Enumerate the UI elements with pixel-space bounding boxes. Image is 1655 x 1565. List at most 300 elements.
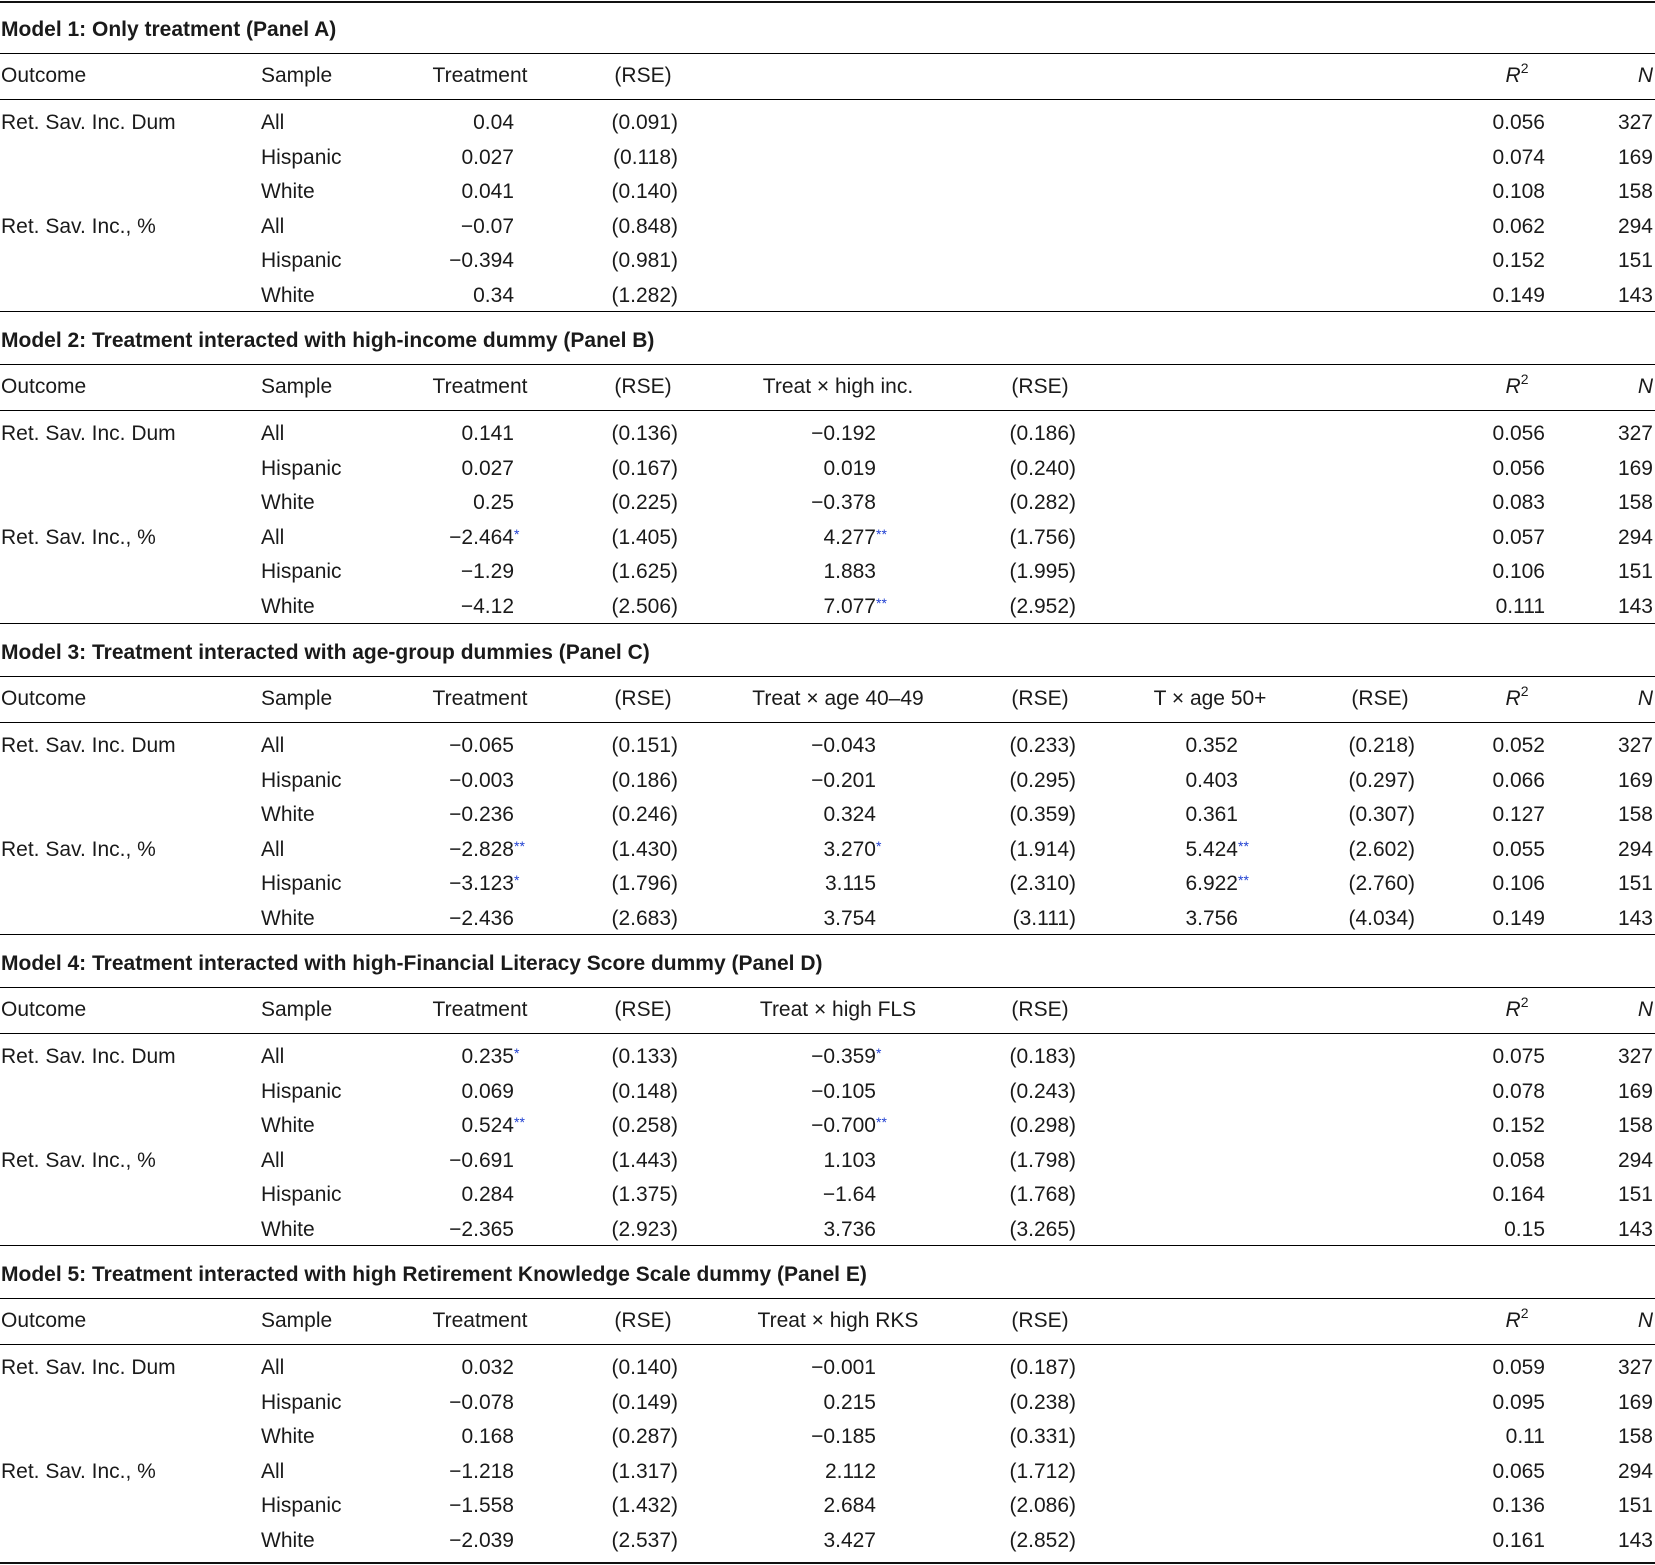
row-outcome: Ret. Sav. Inc. Dum (1, 111, 176, 134)
rse-value (611, 1182, 678, 1208)
rse-value (1009, 594, 1076, 620)
coef-value (449, 1390, 514, 1416)
row-sample: All (261, 837, 285, 861)
coef-value (449, 1493, 514, 1519)
row-n: 169 (1617, 768, 1653, 792)
coef-value: 0.524 ** (461, 1114, 525, 1137)
coef-value (823, 456, 876, 482)
value-text: −1.218 (449, 1459, 514, 1483)
rse-value (611, 1113, 678, 1139)
value-text: 6.922 (1185, 872, 1238, 895)
row-outcome: Ret. Sav. Inc. Dum (1, 734, 176, 757)
value-text: (0.140) (611, 1356, 678, 1379)
rse-value (1013, 906, 1076, 932)
col-header-coef: Treat × age 40–49 (752, 687, 924, 710)
rse-value (1009, 1459, 1076, 1485)
row-n: 169 (1617, 145, 1653, 169)
coef-value: 0.235 * (461, 1045, 520, 1068)
row-sample: Hispanic (261, 1183, 342, 1206)
coef-value (823, 1217, 876, 1243)
value-text: (0.151) (611, 734, 678, 757)
value-text: 0.019 (823, 456, 876, 480)
row-n: 169 (1617, 1079, 1653, 1103)
panel-title-rule (0, 676, 1655, 677)
row-sample: White (261, 1114, 315, 1137)
row-n: 294 (1617, 525, 1653, 549)
rse-value (611, 1044, 678, 1070)
value-text: 0.352 (1185, 734, 1238, 757)
value-text: 3.754 (823, 906, 876, 930)
row-outcome: Ret. Sav. Inc. Dum (1, 1045, 176, 1068)
row-r2: 0.136 (1492, 1494, 1545, 1517)
value-text: (1.796) (611, 872, 678, 895)
col-header-outcome: Outcome (1, 375, 87, 398)
value-text: −0.065 (449, 734, 514, 757)
row-r2: 0.095 (1492, 1390, 1545, 1414)
row-r2: 0.062 (1492, 214, 1545, 238)
value-text: (2.310) (1009, 872, 1076, 895)
value-text: 0.04 (473, 111, 514, 134)
col-header-rse: (RSE) (614, 64, 672, 87)
value-text: 0.403 (1185, 768, 1238, 792)
value-text: −3.123 (449, 872, 514, 895)
rse-value (1009, 1148, 1076, 1174)
value-text: 0.041 (461, 180, 514, 203)
value-text: −2.828 (449, 837, 514, 861)
value-text: 0.141 (461, 422, 514, 445)
row-r2: 0.106 (1492, 872, 1545, 895)
coef-value (449, 1528, 514, 1554)
col-header-outcome: Outcome (1, 1309, 87, 1332)
value-text: −0.236 (449, 803, 514, 826)
value-text: 0.524 (461, 1114, 514, 1137)
row-n: 327 (1617, 111, 1653, 134)
value-text: (0.981) (611, 249, 678, 272)
rse-value (1009, 768, 1076, 794)
value-text: (2.506) (611, 594, 678, 618)
panel-separator-rule (0, 934, 1655, 935)
col-header-r2: $R^2$ (1505, 994, 1529, 1021)
value-text: (1.914) (1009, 837, 1076, 861)
value-text: 3.115 (825, 872, 876, 895)
rse-value (611, 559, 678, 585)
rse-value (1009, 1217, 1076, 1243)
row-sample: All (261, 214, 285, 238)
row-r2: 0.075 (1492, 1045, 1545, 1068)
value-text: −0.378 (811, 491, 876, 514)
value-text: 0.361 (1185, 803, 1238, 826)
value-text: (4.034) (1348, 906, 1415, 930)
row-sample: White (261, 180, 315, 203)
coef-value: −2.828 ** (449, 837, 525, 861)
header-rule (0, 99, 1655, 100)
row-outcome: Ret. Sav. Inc. Dum (1, 422, 176, 445)
value-text: (1.712) (1009, 1459, 1076, 1483)
value-text: 5.424 (1185, 837, 1238, 861)
col-header-rse: (RSE) (1011, 687, 1069, 710)
value-text: (0.243) (1009, 1079, 1076, 1103)
rse-value (611, 214, 678, 240)
coef-value (823, 1493, 876, 1519)
value-text: (1.995) (1009, 560, 1076, 583)
value-text: (0.238) (1009, 1390, 1076, 1414)
row-r2: 0.059 (1492, 1356, 1545, 1379)
rse-value (611, 1148, 678, 1174)
value-text: (1.317) (611, 1459, 678, 1483)
coef-value (461, 559, 514, 585)
value-text: 0.168 (461, 1425, 514, 1448)
coef-value (461, 145, 514, 171)
row-n: 143 (1617, 906, 1653, 930)
panel-title: Model 3: Treatment interacted with age-group dummies (Panel C) (1, 641, 650, 664)
value-text: (1.625) (611, 560, 678, 583)
row-sample: All (261, 1356, 285, 1379)
panel-title-rule (0, 53, 1655, 54)
value-text: 0.027 (461, 456, 514, 480)
value-text: 0.215 (823, 1390, 876, 1414)
row-outcome: Ret. Sav. Inc. Dum (1, 1356, 176, 1379)
row-n: 294 (1617, 1148, 1653, 1172)
coef-value (449, 1217, 514, 1243)
panel-title-rule (0, 987, 1655, 988)
value-text: (0.298) (1009, 1114, 1076, 1137)
rse-value (611, 1459, 678, 1485)
rse-value (611, 906, 678, 932)
coef-value (461, 421, 514, 447)
header-rule (0, 410, 1655, 411)
col-header-coef: T × age 50+ (1153, 687, 1267, 710)
value-text: −0.043 (811, 734, 876, 757)
value-text: (0.186) (1009, 422, 1076, 445)
rse-value (1009, 871, 1076, 897)
value-text: 2.684 (823, 1494, 876, 1517)
rse-value (611, 490, 678, 516)
col-header-outcome: Outcome (1, 998, 87, 1021)
header-rule (0, 722, 1655, 723)
value-text: (2.537) (611, 1528, 678, 1552)
row-r2: 0.161 (1492, 1528, 1545, 1552)
value-text: (2.760) (1348, 872, 1415, 895)
value-text: (1.443) (611, 1148, 678, 1172)
col-header-coef: Treatment (432, 687, 528, 710)
rse-value (611, 248, 678, 274)
coef-value (461, 214, 514, 240)
value-text: 0.235 (461, 1045, 514, 1068)
row-n: 151 (1617, 249, 1653, 272)
value-text: (0.282) (1009, 491, 1076, 514)
row-sample: All (261, 1148, 285, 1172)
value-text: (1.756) (1009, 525, 1076, 549)
rse-value (611, 1079, 678, 1105)
rse-value (611, 1390, 678, 1416)
col-header-coef: Treatment (432, 375, 528, 398)
rse-value (1009, 421, 1076, 447)
row-sample: All (261, 111, 285, 134)
row-n: 158 (1617, 1425, 1653, 1448)
col-header-rse: (RSE) (1011, 375, 1069, 398)
coef-value (1185, 768, 1238, 794)
col-header-sample: Sample (261, 375, 333, 398)
row-r2: 0.055 (1492, 837, 1545, 861)
value-text: (1.405) (611, 525, 678, 549)
value-text: (1.768) (1009, 1183, 1076, 1206)
rse-value (1009, 1113, 1076, 1139)
coef-value (811, 733, 876, 759)
row-r2: 0.111 (1495, 594, 1545, 618)
value-text: (0.136) (611, 422, 678, 445)
panel-separator-rule (0, 311, 1655, 312)
row-r2: 0.066 (1492, 768, 1545, 792)
rse-value (1009, 559, 1076, 585)
row-sample: Hispanic (261, 145, 342, 169)
value-text: 1.103 (823, 1148, 876, 1172)
coef-value (449, 906, 514, 932)
coef-value (473, 490, 514, 516)
coef-value (1185, 733, 1238, 759)
row-r2: 0.15 (1504, 1217, 1545, 1241)
coef-value (811, 490, 876, 516)
table-bottom-rule (0, 1562, 1655, 1564)
coef-value: −2.464 * (449, 525, 520, 549)
coef-value (1185, 802, 1238, 828)
value-text: (0.186) (611, 768, 678, 792)
row-r2: 0.164 (1492, 1183, 1545, 1206)
rse-value (613, 145, 678, 171)
rse-value (611, 871, 678, 897)
rse-value (611, 525, 678, 551)
rse-value (611, 1424, 678, 1450)
row-r2: 0.078 (1492, 1079, 1545, 1103)
row-sample: All (261, 1045, 285, 1068)
col-header-n: N (1637, 375, 1653, 398)
rse-value (611, 1355, 678, 1381)
coef-value: −0.700 ** (811, 1114, 887, 1137)
value-text: (3.265) (1009, 1217, 1076, 1241)
rse-value (611, 733, 678, 759)
value-text: (0.218) (1348, 734, 1415, 757)
value-text: 0.25 (473, 491, 514, 514)
rse-value (1009, 1079, 1076, 1105)
rse-value (611, 594, 678, 620)
rse-value (1009, 1424, 1076, 1450)
row-r2: 0.056 (1492, 111, 1545, 134)
value-text: −1.64 (822, 1183, 876, 1206)
value-text: (0.118) (613, 145, 678, 169)
rse-value (611, 456, 678, 482)
value-text: 3.270 (823, 837, 876, 861)
col-header-coef: Treat × high FLS (759, 998, 917, 1021)
row-r2: 0.106 (1492, 560, 1545, 583)
value-text: 4.277 (823, 525, 876, 549)
row-n: 143 (1617, 594, 1653, 618)
col-header-coef: Treat × high inc. (762, 375, 914, 398)
row-n: 143 (1617, 1217, 1653, 1241)
col-header-n: N (1637, 64, 1653, 87)
value-text: 0.324 (823, 803, 876, 826)
rse-value (1009, 1044, 1076, 1070)
coef-value (823, 1390, 876, 1416)
value-text: −0.201 (811, 768, 876, 792)
rse-value (1009, 733, 1076, 759)
value-text: (0.307) (1348, 803, 1415, 826)
coef-value (449, 248, 514, 274)
header-rule (0, 1033, 1655, 1034)
coef-value (811, 1424, 876, 1450)
col-header-coef: Treatment (432, 64, 528, 87)
rse-value (611, 1493, 678, 1519)
coef-value (449, 802, 514, 828)
col-header-n: N (1637, 1309, 1653, 1332)
coef-value (823, 1528, 876, 1554)
rse-value (611, 768, 678, 794)
row-n: 327 (1617, 1356, 1653, 1379)
row-r2: 0.056 (1492, 422, 1545, 445)
value-text: −1.558 (449, 1494, 514, 1517)
value-text: (2.952) (1009, 594, 1076, 618)
row-r2: 0.074 (1492, 145, 1545, 169)
value-text: (1.432) (611, 1494, 678, 1517)
coef-value (811, 1079, 876, 1105)
value-text: (0.848) (611, 214, 678, 238)
value-text: 2.112 (825, 1459, 876, 1483)
value-text: (0.133) (611, 1045, 678, 1068)
row-sample: Hispanic (261, 872, 342, 895)
coef-value: 4.277 ** (823, 525, 887, 549)
value-text: (0.225) (611, 491, 678, 514)
value-text: −0.105 (811, 1079, 876, 1103)
row-n: 151 (1617, 1494, 1653, 1517)
coef-value (811, 421, 876, 447)
value-text: 3.427 (823, 1528, 876, 1552)
rse-value (611, 802, 678, 828)
value-text: 0.069 (461, 1079, 514, 1103)
value-text: −0.001 (811, 1356, 876, 1379)
row-sample: White (261, 1425, 315, 1448)
coef-value (825, 1459, 876, 1485)
value-text: (0.246) (611, 803, 678, 826)
value-text: 7.077 (823, 594, 876, 618)
row-r2: 0.083 (1492, 491, 1545, 514)
rse-value (611, 421, 678, 447)
value-text: 3.756 (1185, 906, 1238, 930)
value-text: (0.359) (1009, 803, 1076, 826)
row-sample: Hispanic (261, 249, 342, 272)
value-text: (0.148) (611, 1079, 678, 1103)
rse-value (611, 283, 678, 309)
value-text: 3.736 (823, 1217, 876, 1241)
col-header-r2: $R^2$ (1505, 371, 1529, 398)
value-text: 0.027 (461, 145, 514, 169)
value-text: (2.683) (611, 906, 678, 930)
value-text: (2.852) (1009, 1528, 1076, 1552)
row-sample: White (261, 906, 315, 930)
value-text: −0.691 (449, 1148, 514, 1172)
col-header-rse: (RSE) (614, 998, 672, 1021)
col-header-outcome: Outcome (1, 687, 87, 710)
row-n: 294 (1617, 837, 1653, 861)
coef-value (811, 1355, 876, 1381)
value-text: (0.167) (611, 456, 678, 480)
value-text: (0.240) (1009, 456, 1076, 480)
row-n: 151 (1617, 1183, 1653, 1206)
panel-separator-rule (0, 623, 1655, 624)
value-text: −0.700 (811, 1114, 876, 1137)
value-text: (0.187) (1009, 1356, 1076, 1379)
row-n: 143 (1617, 1528, 1653, 1552)
coef-value (461, 1355, 514, 1381)
value-text: −0.003 (449, 768, 514, 792)
table-top-rule (0, 1, 1655, 3)
value-text: 1.883 (823, 560, 876, 583)
row-r2: 0.152 (1492, 1114, 1545, 1137)
row-n: 158 (1617, 803, 1653, 826)
rse-value (1348, 871, 1415, 897)
col-header-n: N (1637, 998, 1653, 1021)
value-text: −4.12 (460, 594, 514, 618)
panel-title-rule (0, 364, 1655, 365)
col-header-r2: $R^2$ (1505, 1305, 1529, 1332)
row-outcome: Ret. Sav. Inc., % (1, 525, 156, 549)
col-header-rse: (RSE) (614, 375, 672, 398)
coef-value (823, 802, 876, 828)
value-text: (0.233) (1009, 734, 1076, 757)
rse-value (611, 1217, 678, 1243)
row-sample: White (261, 803, 315, 826)
value-text: 0.34 (473, 283, 514, 307)
rse-value (1348, 733, 1415, 759)
row-r2: 0.056 (1492, 456, 1545, 480)
value-text: (0.258) (611, 1114, 678, 1137)
row-r2: 0.152 (1492, 249, 1545, 272)
coef-value (473, 110, 514, 136)
rse-value (611, 110, 678, 136)
row-sample: All (261, 734, 285, 757)
value-text: −2.436 (449, 906, 514, 930)
value-text: (2.086) (1009, 1494, 1076, 1517)
row-n: 158 (1617, 491, 1653, 514)
coef-value (461, 1079, 514, 1105)
panel-title: Model 1: Only treatment (Panel A) (1, 18, 337, 41)
row-r2: 0.11 (1505, 1425, 1545, 1448)
row-r2: 0.108 (1492, 180, 1545, 203)
panel-separator-rule (0, 1245, 1655, 1246)
rse-value (1009, 1390, 1076, 1416)
rse-value (1009, 1182, 1076, 1208)
coef-value: −3.123 * (449, 872, 520, 895)
value-text: (2.602) (1348, 837, 1415, 861)
row-r2: 0.127 (1492, 803, 1545, 826)
header-rule (0, 1344, 1655, 1345)
value-text: (2.923) (611, 1217, 678, 1241)
row-n: 294 (1617, 214, 1653, 238)
col-header-coef: Treat × high RKS (757, 1309, 919, 1332)
rse-value (1348, 837, 1415, 863)
rse-value (1348, 906, 1415, 932)
row-sample: Hispanic (261, 560, 342, 583)
col-header-sample: Sample (261, 1309, 333, 1332)
row-sample: Hispanic (261, 768, 342, 792)
coef-value (823, 559, 876, 585)
coef-value (449, 1148, 514, 1174)
value-text: −0.192 (811, 422, 876, 445)
coef-value: −0.359 * (811, 1045, 882, 1068)
value-text: −0.359 (811, 1045, 876, 1068)
value-text: 0.032 (461, 1356, 514, 1379)
row-sample: White (261, 283, 315, 307)
col-header-rse: (RSE) (614, 687, 672, 710)
value-text: (0.331) (1009, 1425, 1076, 1448)
row-sample: All (261, 1459, 285, 1483)
